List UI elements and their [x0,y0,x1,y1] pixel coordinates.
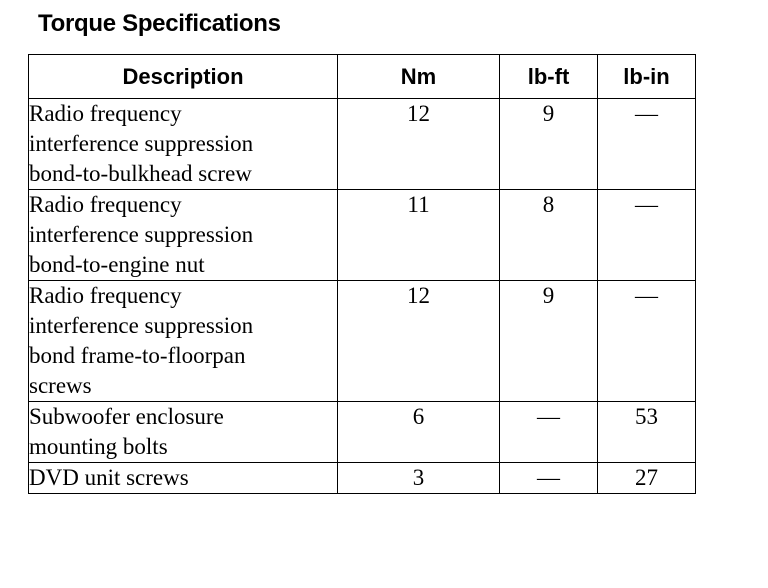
column-header-lb-in: lb-in [598,55,696,99]
page-title: Torque Specifications [38,10,281,37]
nm-cell: 11 [338,190,500,281]
lb-ft-cell: — [500,463,598,494]
description-cell: Radio frequency interference suppression bond-to-engine nut [29,190,338,281]
description-cell: Radio frequency interference suppression bond frame-to-floorpan screws [29,281,338,402]
torque-specifications-table [28,54,696,494]
lb-in-cell: — [598,99,696,190]
description-cell: DVD unit screws [29,463,338,494]
column-header-description: Description [29,55,338,99]
lb-ft-cell: 9 [500,281,598,402]
lb-in-cell: 27 [598,463,696,494]
lb-in-cell: 53 [598,402,696,463]
description-cell: Subwoofer enclosure mounting bolts [29,402,338,463]
table-row [29,190,696,281]
lb-ft-cell: — [500,402,598,463]
table-header-row [29,55,696,99]
nm-cell: 12 [338,281,500,402]
table-row [29,99,696,190]
nm-cell: 3 [338,463,500,494]
nm-cell: 6 [338,402,500,463]
nm-cell: 12 [338,99,500,190]
table-row [29,463,696,494]
table-row [29,402,696,463]
lb-in-cell: — [598,190,696,281]
column-header-lb-ft: lb-ft [500,55,598,99]
table-row [29,281,696,402]
lb-ft-cell: 8 [500,190,598,281]
lb-in-cell: — [598,281,696,402]
lb-ft-cell: 9 [500,99,598,190]
column-header-nm: Nm [338,55,500,99]
description-cell: Radio frequency interference suppression bond-to-bulkhead screw [29,99,338,190]
